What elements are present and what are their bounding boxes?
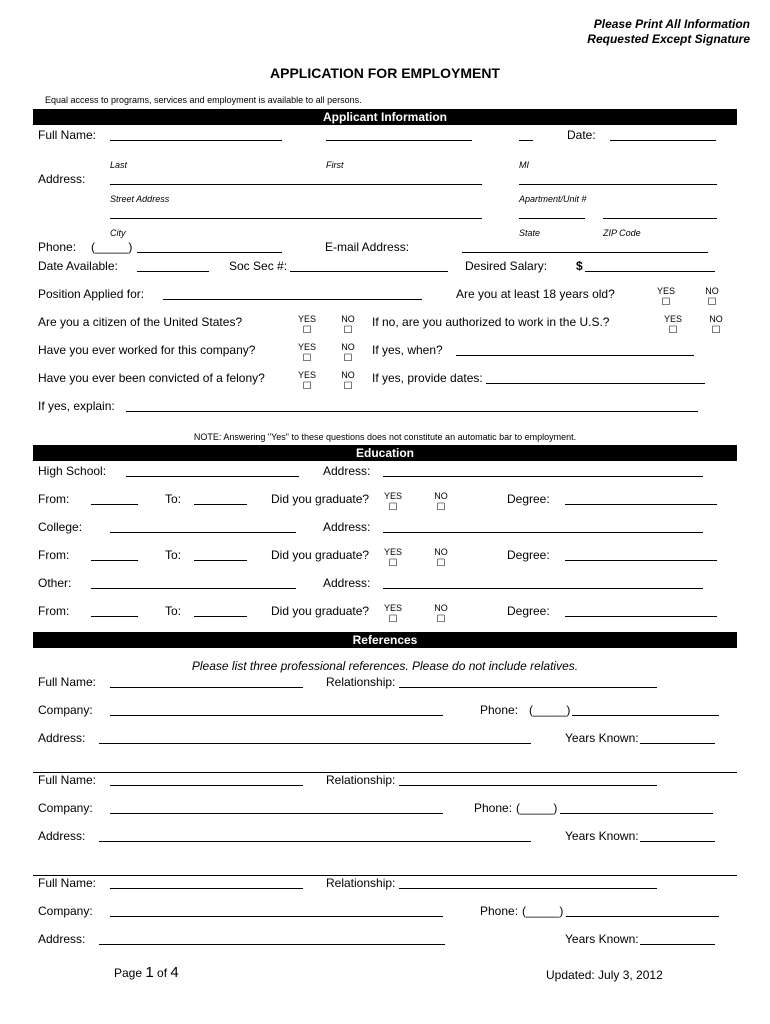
date-available-label: Date Available: [38,259,118,273]
checkbox-icon: ☐ [436,502,446,513]
other-degree-field[interactable] [565,616,717,617]
last-name-field[interactable] [110,140,282,141]
checkbox-icon: ☐ [388,558,398,569]
position-label: Position Applied for: [38,287,145,301]
college-graduate-question: Did you graduate? [271,548,370,562]
state-field[interactable] [519,218,585,219]
hs-to-field[interactable] [194,504,247,505]
position-field[interactable] [163,299,422,300]
no-label: NO [341,370,355,380]
date-label: Date: [567,128,596,142]
checkbox-icon: ☐ [302,381,312,392]
date-available-field[interactable] [137,271,209,272]
updated-date: Updated: July 3, 2012 [546,968,663,982]
ref2-years-known-label: Years Known: [565,829,639,843]
no-label: NO [705,286,719,296]
ref1-company-label: Company: [38,703,93,717]
dates-question: If yes, provide dates: [372,371,483,385]
college-degree-field[interactable] [565,560,717,561]
explain-label: If yes, explain: [38,399,115,413]
age-question: Are you at least 18 years old? [456,287,615,301]
yes-label: YES [656,286,675,296]
ref2-phone-label: Phone: [474,801,513,815]
checkbox-icon: ☐ [388,614,398,625]
full-name-label: Full Name: [38,128,97,142]
page-title: APPLICATION FOR EMPLOYMENT [270,65,500,81]
ref3-years-known-field[interactable] [640,944,715,945]
no-label: NO [709,314,723,324]
last-caption: Last [110,160,128,170]
page-total: 4 [170,964,179,981]
desired-salary-label: Desired Salary: [465,259,548,273]
citizen-yes-option[interactable] [294,314,320,337]
desired-salary-field[interactable] [585,271,715,272]
felony-yes-option[interactable] [294,370,320,393]
high-school-label: High School: [38,464,107,478]
email-field[interactable] [462,252,708,253]
soc-sec-field[interactable] [290,271,448,272]
first-name-field[interactable] [326,140,472,141]
ref3-address-label: Address: [38,932,86,946]
worked-no-option[interactable] [335,342,361,365]
ref2-phone-field[interactable] [560,813,713,814]
college-address-field[interactable] [383,532,703,533]
ref1-years-known-field[interactable] [640,743,715,744]
explain-field[interactable] [126,411,698,412]
high-school-address-label: Address: [323,464,371,478]
authorized-question: If no, are you authorized to work in the U.S.? [372,315,610,329]
checkbox-icon: ☐ [436,558,446,569]
print-notice-line2: Requested Except Signature [587,32,750,46]
when-question: If yes, when? [372,343,443,357]
yes-label: YES [383,547,402,557]
college-from-label: From: [38,548,70,562]
ref3-full-name-label: Full Name: [38,876,97,890]
other-school-field[interactable] [91,588,296,589]
hs-graduate-question: Did you graduate? [271,492,370,506]
dollar-sign: $ [576,259,583,273]
first-caption: First [326,160,344,170]
checkbox-icon: ☐ [343,381,353,392]
college-address-label: Address: [323,520,371,534]
zip-caption: ZIP Code [603,228,641,238]
college-to-field[interactable] [194,560,247,561]
felony-dates-field[interactable] [486,383,705,384]
ref2-address-field[interactable] [99,841,531,842]
yes-label: YES [297,342,316,352]
hs-graduate-yes-option[interactable] [380,491,406,514]
high-school-field[interactable] [126,476,299,477]
high-school-address-field[interactable] [383,476,703,477]
citizen-no-option[interactable] [335,314,361,337]
ref2-full-name-field[interactable] [110,785,303,786]
email-label: E-mail Address: [325,240,410,254]
age-no-option[interactable] [699,286,725,309]
ref1-full-name-label: Full Name: [38,675,97,689]
ref3-phone-label: Phone: [480,904,519,918]
no-label: NO [341,314,355,324]
ref2-address-label: Address: [38,829,86,843]
yes-label: YES [383,603,402,613]
ref3-phone-area-code[interactable]: (_____) [522,904,564,918]
other-from-label: From: [38,604,70,618]
hs-from-label: From: [38,492,70,506]
equal-access-note: Equal access to programs, services and employment is available to all persons. [45,95,362,105]
ref3-company-label: Company: [38,904,93,918]
phone-field[interactable] [137,252,282,253]
checkbox-icon: ☐ [388,502,398,513]
hs-to-label: To: [165,492,182,506]
other-to-label: To: [165,604,182,618]
checkbox-icon: ☐ [707,297,717,308]
ref1-company-field[interactable] [110,715,443,716]
print-notice-line1: Please Print All Information [593,17,750,31]
no-label: NO [341,342,355,352]
yes-label: YES [297,314,316,324]
street-caption: Street Address [110,194,170,204]
ref2-company-label: Company: [38,801,93,815]
other-to-field[interactable] [194,616,247,617]
college-to-label: To: [165,548,182,562]
college-degree-label: Degree: [507,548,550,562]
authorized-no-option[interactable] [703,314,729,337]
hs-degree-label: Degree: [507,492,550,506]
ref2-full-name-label: Full Name: [38,773,97,787]
ref2-phone-area-code[interactable]: (_____) [516,801,558,815]
ref1-full-name-field[interactable] [110,687,303,688]
checkbox-icon: ☐ [302,353,312,364]
other-graduate-question: Did you graduate? [271,604,370,618]
checkbox-icon: ☐ [661,297,671,308]
date-field[interactable] [610,140,716,141]
ref1-phone-area-code[interactable]: (_____) [529,703,571,717]
ref2-company-field[interactable] [110,813,443,814]
ref1-relationship-field[interactable] [399,687,657,688]
college-graduate-no-option[interactable] [428,547,454,570]
college-graduate-yes-option[interactable] [380,547,406,570]
ref1-phone-field[interactable] [572,715,719,716]
hs-degree-field[interactable] [565,504,717,505]
college-field[interactable] [110,532,296,533]
checkbox-icon: ☐ [436,614,446,625]
yes-label: YES [383,491,402,501]
ref2-relationship-field[interactable] [399,785,657,786]
mi-caption: MI [519,160,529,170]
checkbox-icon: ☐ [343,325,353,336]
section-references: References [33,632,737,648]
section-education: Education [33,445,737,461]
worked-yes-option[interactable] [294,342,320,365]
apartment-field[interactable] [519,184,717,185]
felony-no-option[interactable] [335,370,361,393]
worked-question: Have you ever worked for this company? [38,343,256,357]
checkbox-icon: ☐ [711,325,721,336]
references-instructions: Please list three professional references. Please do not include relatives. [191,659,579,673]
state-caption: State [519,228,541,238]
no-label: NO [434,547,448,557]
ref2-relationship-label: Relationship: [326,773,396,787]
page-prefix: Page [114,966,146,980]
other-graduate-no-option[interactable] [428,603,454,626]
page-number [114,966,179,980]
other-from-field[interactable] [91,616,138,617]
college-from-field[interactable] [91,560,138,561]
street-address-field[interactable] [110,184,482,185]
other-degree-label: Degree: [507,604,550,618]
phone-label: Phone: [38,240,77,254]
other-address-label: Address: [323,576,371,590]
other-graduate-yes-option[interactable] [380,603,406,626]
checkbox-icon: ☐ [668,325,678,336]
no-label: NO [434,603,448,613]
page-of: of [153,966,171,980]
address-label: Address: [38,172,86,186]
ref3-relationship-field[interactable] [399,888,657,889]
mi-field[interactable] [519,140,533,141]
city-field[interactable] [110,218,482,219]
ref3-phone-field[interactable] [566,916,719,917]
other-address-field[interactable] [383,588,703,589]
ref3-relationship-label: Relationship: [326,876,396,890]
checkbox-icon: ☐ [343,353,353,364]
when-field[interactable] [456,355,694,356]
ref3-years-known-label: Years Known: [565,932,639,946]
disclaimer-note: NOTE: Answering "Yes" to these questions does not constitute an automatic bar to employment. [193,432,577,442]
authorized-yes-option[interactable] [660,314,686,337]
yes-label: YES [297,370,316,380]
phone-area-code[interactable]: (_____) [91,240,133,254]
hs-from-field[interactable] [91,504,138,505]
ref1-address-label: Address: [38,731,86,745]
ref2-years-known-field[interactable] [640,841,715,842]
apt-caption: Apartment/Unit # [519,194,587,204]
checkbox-icon: ☐ [302,325,312,336]
felony-question: Have you ever been convicted of a felony? [38,371,265,385]
college-label: College: [38,520,83,534]
ref1-phone-label: Phone: [480,703,519,717]
ref3-company-field[interactable] [110,916,443,917]
ref1-address-field[interactable] [99,743,531,744]
page-current: 1 [145,964,154,981]
other-label: Other: [38,576,72,590]
ref3-address-field[interactable] [99,944,445,945]
yes-label: YES [663,314,682,324]
ref3-full-name-field[interactable] [110,888,303,889]
ref1-relationship-label: Relationship: [326,675,396,689]
citizen-question: Are you a citizen of the United States? [38,315,243,329]
soc-sec-label: Soc Sec #: [229,259,288,273]
city-caption: City [110,228,126,238]
age-yes-option[interactable] [653,286,679,309]
section-applicant-information: Applicant Information [33,109,737,125]
ref1-years-known-label: Years Known: [565,731,639,745]
hs-graduate-no-option[interactable] [428,491,454,514]
no-label: NO [434,491,448,501]
zip-field[interactable] [603,218,717,219]
